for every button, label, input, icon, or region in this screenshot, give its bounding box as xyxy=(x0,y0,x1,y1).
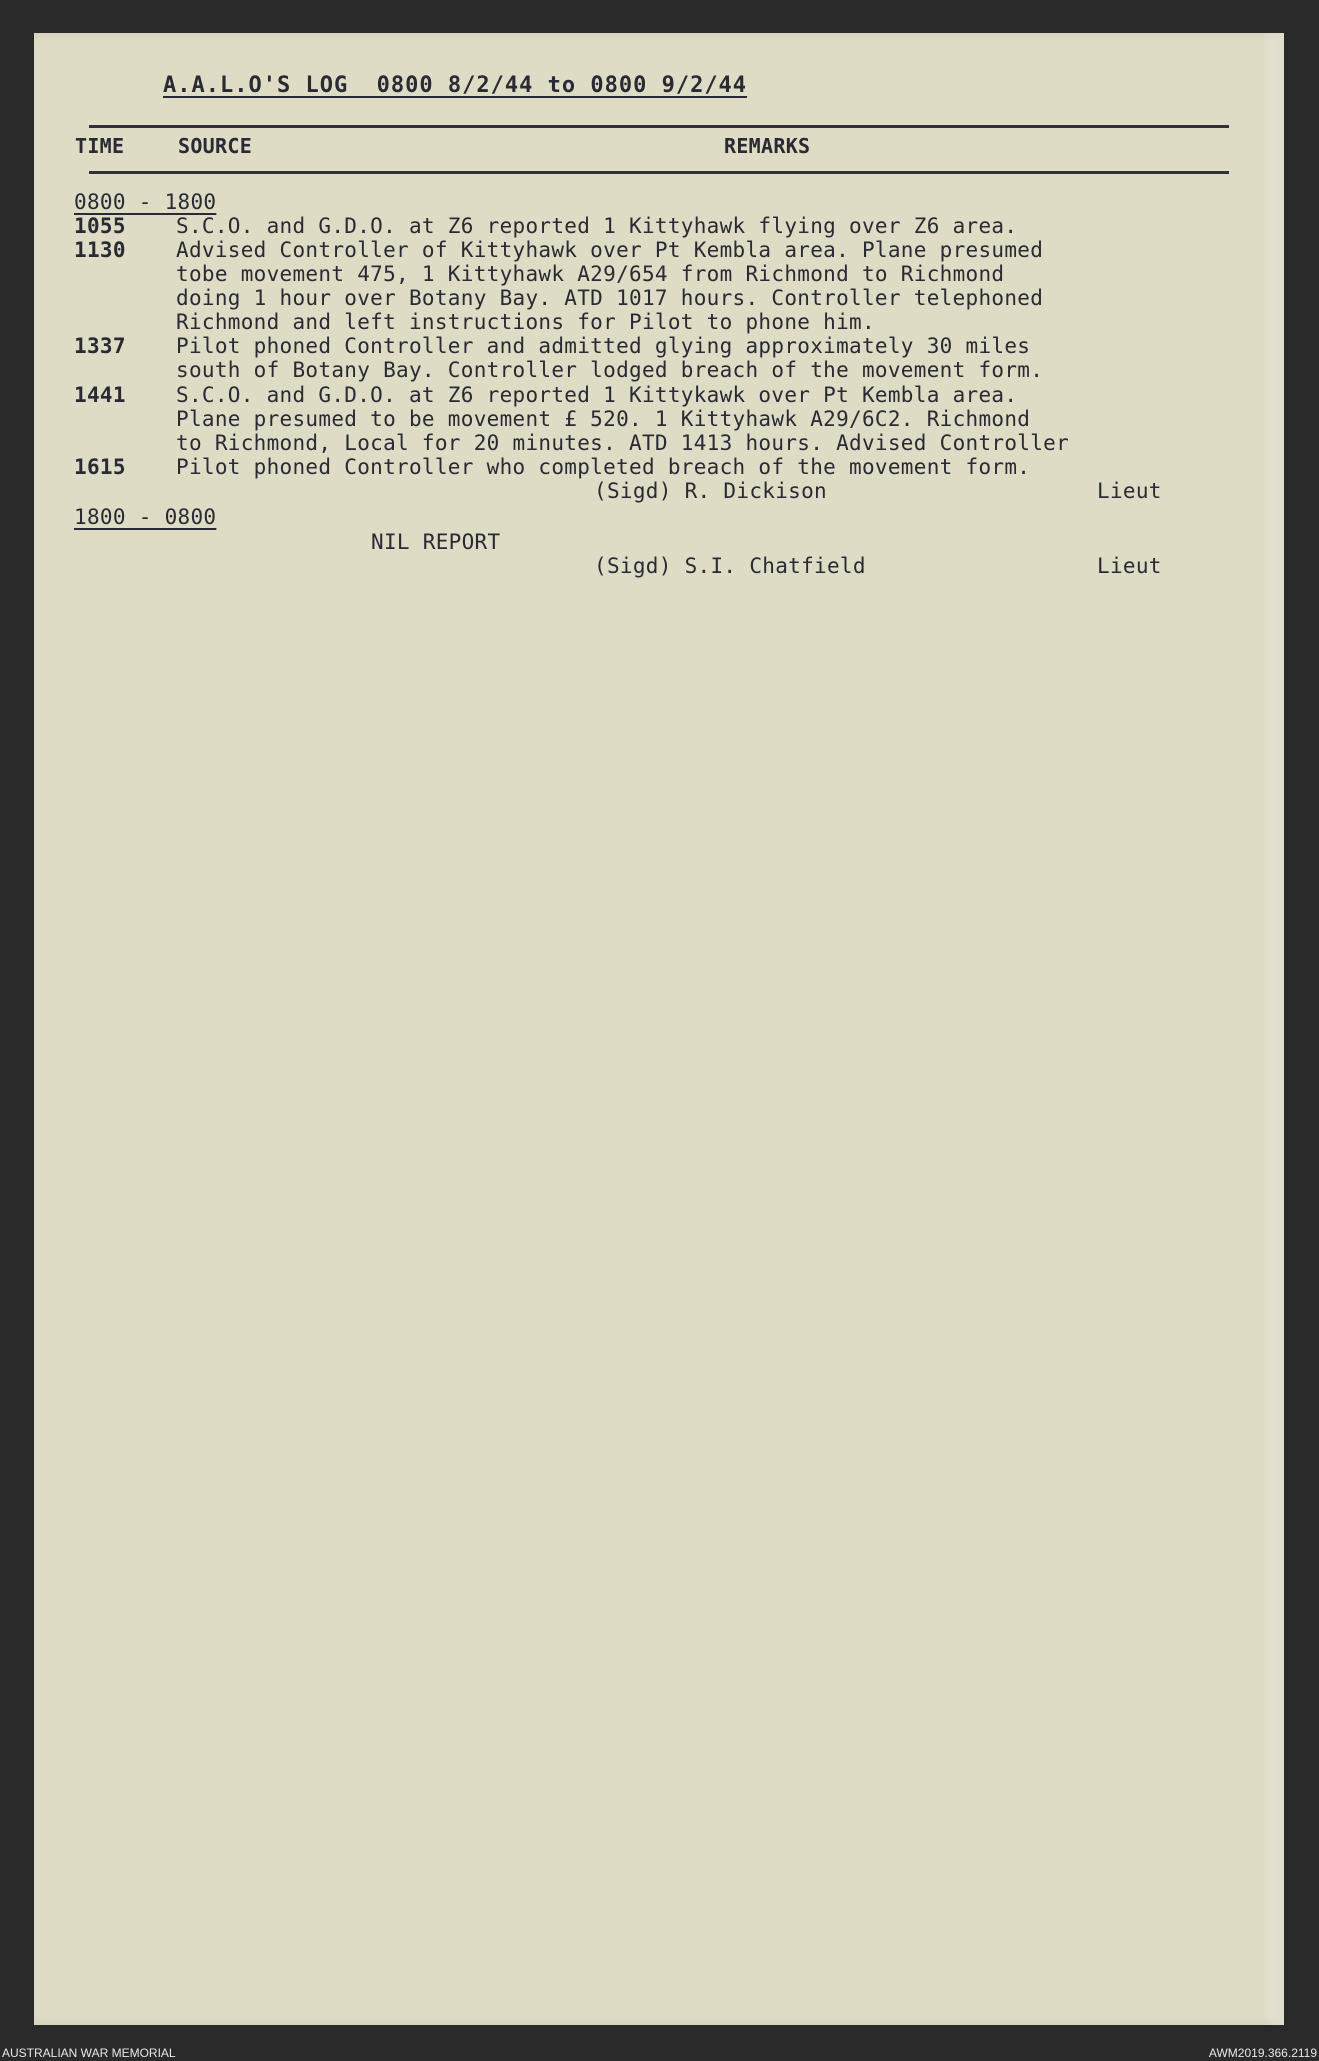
header-bottom-rule xyxy=(89,171,1229,174)
entry-time: 1337 xyxy=(74,334,126,358)
entry-line: Pilot phoned Controller who completed breach of the movement form. xyxy=(176,455,1031,479)
footer-archive-id: AWM2019.366.2119 xyxy=(1208,2046,1317,2060)
entry-time: 1130 xyxy=(74,238,126,262)
entry-line: Advised Controller of Kittyhawk over Pt Kembla area. Plane presumed xyxy=(176,238,1044,262)
entry-time: 1055 xyxy=(74,214,126,238)
entry-line: Plane presumed to be movement £ 520. 1 Kittyhawk A29/6C2. Richmond xyxy=(176,407,1031,431)
entry-line: Pilot phoned Controller and admitted glying approximately 30 miles xyxy=(176,334,1031,358)
log-title: A.A.L.O'S LOG 0800 8/2/44 to 0800 9/2/44 xyxy=(163,73,748,98)
entry-line: doing 1 hour over Botany Bay. ATD 1017 hours. Controller telephoned xyxy=(176,286,1044,310)
signature-rank: Lieut xyxy=(1097,554,1162,578)
period-night: 1800 - 0800 xyxy=(74,505,217,529)
document-page xyxy=(34,33,1284,2025)
entry-line: tobe movement 475, 1 Kittyhawk A29/654 from Richmond to Richmond xyxy=(176,262,1005,286)
entry-time: 1615 xyxy=(74,455,126,479)
entry-line: south of Botany Bay. Controller lodged breach of the movement form. xyxy=(176,358,1044,382)
entry-line: S.C.O. and G.D.O. at Z6 reported 1 Kittykawk over Pt Kembla area. xyxy=(176,383,1018,407)
period-day: 0800 - 1800 xyxy=(74,190,217,214)
entry-time: 1441 xyxy=(74,383,126,407)
header-time: TIME xyxy=(75,134,125,158)
nil-report: NIL REPORT xyxy=(371,530,501,554)
entry-line: S.C.O. and G.D.O. at Z6 reported 1 Kittyhawk flying over Z6 area. xyxy=(176,214,1018,238)
signature-name: (Sigd) S.I. Chatfield xyxy=(594,554,866,578)
entry-line: Richmond and left instructions for Pilot to phone him. xyxy=(176,310,875,334)
header-source: SOURCE xyxy=(178,134,253,158)
entry-line: to Richmond, Local for 20 minutes. ATD 1413 hours. Advised Controller xyxy=(176,431,1070,455)
signature-name: (Sigd) R. Dickison xyxy=(594,479,827,503)
header-top-rule xyxy=(89,125,1229,128)
header-remarks: REMARKS xyxy=(724,134,811,158)
signature-rank: Lieut xyxy=(1097,479,1162,503)
footer-archive-name: AUSTRALIAN WAR MEMORIAL xyxy=(2,2046,176,2060)
